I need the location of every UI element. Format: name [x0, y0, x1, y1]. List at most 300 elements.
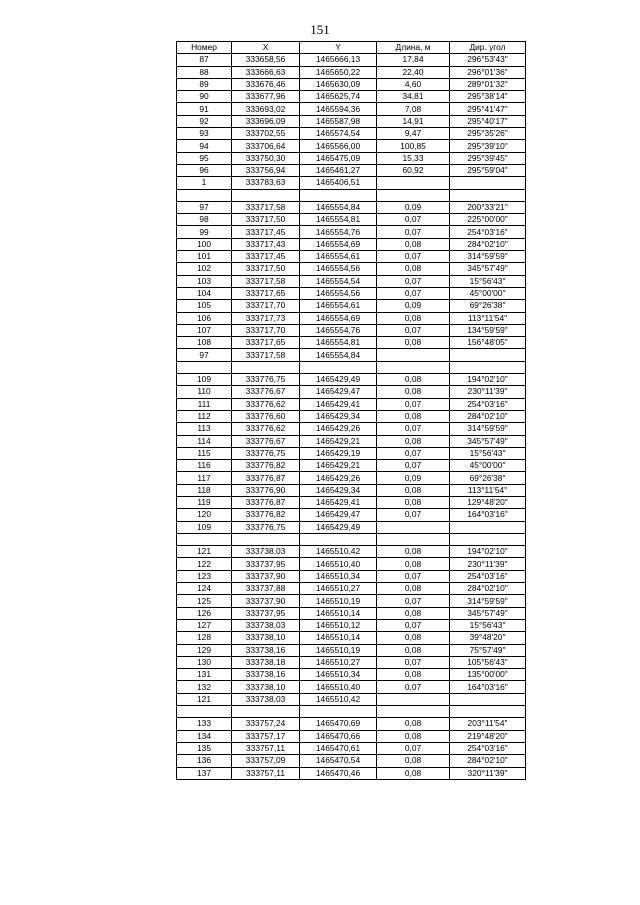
direction-angle-cell: 314°59'59": [450, 423, 526, 435]
table-row: [177, 423, 526, 435]
point-number-cell: 121: [177, 546, 232, 558]
direction-angle-cell: 194°02'10": [450, 546, 526, 558]
x-coordinate-cell: 333717,50: [232, 214, 300, 226]
direction-angle-cell: 254°03'16": [450, 226, 526, 238]
table-row: [177, 644, 526, 656]
y-coordinate-cell: 1465510,34: [300, 570, 377, 582]
direction-angle-cell: 45°00'00": [450, 460, 526, 472]
length-cell: 17,84: [377, 54, 450, 66]
length-cell: 0,08: [377, 410, 450, 422]
length-cell: 0,08: [377, 755, 450, 767]
table-row: [177, 312, 526, 324]
point-number-cell: [177, 706, 232, 718]
point-number-cell: 122: [177, 558, 232, 570]
point-number-cell: 114: [177, 435, 232, 447]
y-coordinate-cell: 1465429,21: [300, 460, 377, 472]
y-coordinate-cell: 1465666,13: [300, 54, 377, 66]
length-cell: 0,08: [377, 374, 450, 386]
y-coordinate-cell: 1465461,27: [300, 164, 377, 176]
y-coordinate-cell: 1465625,74: [300, 91, 377, 103]
point-number-cell: 90: [177, 91, 232, 103]
direction-angle-cell: 200°33'21": [450, 201, 526, 213]
point-number-cell: 87: [177, 54, 232, 66]
length-cell: 0,08: [377, 484, 450, 496]
table-row: [177, 583, 526, 595]
x-coordinate-cell: 333717,70: [232, 300, 300, 312]
y-coordinate-cell: 1465510,40: [300, 558, 377, 570]
direction-angle-cell: 164°03'16": [450, 509, 526, 521]
table-row: [177, 226, 526, 238]
point-number-cell: 107: [177, 324, 232, 336]
point-number-cell: 97: [177, 349, 232, 361]
direction-angle-cell: 314°59'59": [450, 595, 526, 607]
table-row: [177, 656, 526, 668]
length-cell: 9,47: [377, 128, 450, 140]
y-coordinate-cell: 1465470,66: [300, 730, 377, 742]
x-coordinate-cell: 333666,63: [232, 66, 300, 78]
point-number-cell: 106: [177, 312, 232, 324]
length-cell: 0,07: [377, 287, 450, 299]
point-number-cell: 91: [177, 103, 232, 115]
point-number-cell: [177, 189, 232, 201]
direction-angle-cell: 230°11'39": [450, 558, 526, 570]
x-coordinate-cell: 333776,87: [232, 496, 300, 508]
direction-angle-cell: [450, 189, 526, 201]
direction-angle-cell: [450, 361, 526, 373]
direction-angle-cell: 129°48'20": [450, 496, 526, 508]
header-number: Номер: [177, 42, 232, 54]
direction-angle-cell: 254°03'16": [450, 570, 526, 582]
direction-angle-cell: 225°00'00": [450, 214, 526, 226]
x-coordinate-cell: 333717,43: [232, 238, 300, 250]
length-cell: 0,08: [377, 238, 450, 250]
point-number-cell: 104: [177, 287, 232, 299]
length-cell: 0,07: [377, 619, 450, 631]
point-number-cell: 100: [177, 238, 232, 250]
y-coordinate-cell: 1465554,84: [300, 201, 377, 213]
table-row: [177, 361, 526, 373]
direction-angle-cell: 113°11'54": [450, 484, 526, 496]
table-row: [177, 669, 526, 681]
x-coordinate-cell: 333757,24: [232, 718, 300, 730]
length-cell: [377, 361, 450, 373]
table-row: [177, 742, 526, 754]
x-coordinate-cell: 333693,02: [232, 103, 300, 115]
x-coordinate-cell: 333738,10: [232, 632, 300, 644]
point-number-cell: 109: [177, 374, 232, 386]
x-coordinate-cell: 333706,64: [232, 140, 300, 152]
length-cell: 0,09: [377, 300, 450, 312]
point-number-cell: 103: [177, 275, 232, 287]
y-coordinate-cell: 1465510,34: [300, 669, 377, 681]
length-cell: 0,09: [377, 201, 450, 213]
direction-angle-cell: 295°41'47": [450, 103, 526, 115]
x-coordinate-cell: 333717,58: [232, 349, 300, 361]
point-number-cell: 96: [177, 164, 232, 176]
length-cell: 0,08: [377, 583, 450, 595]
y-coordinate-cell: 1465554,69: [300, 238, 377, 250]
y-coordinate-cell: 1465429,34: [300, 410, 377, 422]
x-coordinate-cell: 333756,94: [232, 164, 300, 176]
x-coordinate-cell: 333738,16: [232, 644, 300, 656]
y-coordinate-cell: 1465475,09: [300, 152, 377, 164]
y-coordinate-cell: 1465470,69: [300, 718, 377, 730]
table-row: [177, 533, 526, 545]
point-number-cell: 97: [177, 201, 232, 213]
direction-angle-cell: 314°59'59": [450, 251, 526, 263]
y-coordinate-cell: 1465554,81: [300, 337, 377, 349]
point-number-cell: [177, 361, 232, 373]
direction-angle-cell: 295°38'14": [450, 91, 526, 103]
table-row: [177, 607, 526, 619]
x-coordinate-cell: 333717,65: [232, 287, 300, 299]
x-coordinate-cell: 333776,75: [232, 447, 300, 459]
x-coordinate-cell: 333738,03: [232, 693, 300, 705]
point-number-cell: 134: [177, 730, 232, 742]
x-coordinate-cell: [232, 706, 300, 718]
point-number-cell: 110: [177, 386, 232, 398]
x-coordinate-cell: 333738,18: [232, 656, 300, 668]
table-row: [177, 152, 526, 164]
table-body: [177, 54, 526, 780]
length-cell: 0,09: [377, 472, 450, 484]
x-coordinate-cell: 333776,87: [232, 472, 300, 484]
length-cell: 0,07: [377, 681, 450, 693]
y-coordinate-cell: 1465429,47: [300, 386, 377, 398]
header-y: Y: [300, 42, 377, 54]
point-number-cell: 117: [177, 472, 232, 484]
y-coordinate-cell: 1465650,22: [300, 66, 377, 78]
x-coordinate-cell: 333776,60: [232, 410, 300, 422]
table-row: [177, 78, 526, 90]
x-coordinate-cell: 333757,11: [232, 767, 300, 779]
length-cell: 15,33: [377, 152, 450, 164]
point-number-cell: 102: [177, 263, 232, 275]
point-number-cell: 130: [177, 656, 232, 668]
direction-angle-cell: [450, 533, 526, 545]
length-cell: [377, 177, 450, 189]
x-coordinate-cell: 333738,16: [232, 669, 300, 681]
direction-angle-cell: 295°39'10": [450, 140, 526, 152]
table-row: [177, 374, 526, 386]
direction-angle-cell: 134°59'59": [450, 324, 526, 336]
table-row: [177, 164, 526, 176]
y-coordinate-cell: 1465510,14: [300, 632, 377, 644]
point-number-cell: 132: [177, 681, 232, 693]
x-coordinate-cell: 333696,09: [232, 115, 300, 127]
y-coordinate-cell: 1465510,42: [300, 693, 377, 705]
table-row: [177, 177, 526, 189]
length-cell: 7,08: [377, 103, 450, 115]
length-cell: 0,08: [377, 730, 450, 742]
point-number-cell: 121: [177, 693, 232, 705]
x-coordinate-cell: 333717,73: [232, 312, 300, 324]
length-cell: [377, 706, 450, 718]
point-number-cell: 112: [177, 410, 232, 422]
y-coordinate-cell: [300, 533, 377, 545]
direction-angle-cell: [450, 177, 526, 189]
direction-angle-cell: 230°11'39": [450, 386, 526, 398]
direction-angle-cell: 113°11'54": [450, 312, 526, 324]
x-coordinate-cell: 333776,62: [232, 423, 300, 435]
x-coordinate-cell: [232, 361, 300, 373]
point-number-cell: 126: [177, 607, 232, 619]
direction-angle-cell: 69°26'38": [450, 300, 526, 312]
length-cell: 0,08: [377, 669, 450, 681]
x-coordinate-cell: 333738,03: [232, 546, 300, 558]
x-coordinate-cell: 333717,45: [232, 251, 300, 263]
point-number-cell: 93: [177, 128, 232, 140]
direction-angle-cell: 295°59'04": [450, 164, 526, 176]
point-number-cell: 124: [177, 583, 232, 595]
length-cell: [377, 349, 450, 361]
y-coordinate-cell: 1465470,46: [300, 767, 377, 779]
direction-angle-cell: 203°11'54": [450, 718, 526, 730]
length-cell: [377, 693, 450, 705]
length-cell: 0,08: [377, 558, 450, 570]
y-coordinate-cell: 1465554,61: [300, 251, 377, 263]
y-coordinate-cell: 1465470,61: [300, 742, 377, 754]
y-coordinate-cell: 1465594,36: [300, 103, 377, 115]
point-number-cell: 137: [177, 767, 232, 779]
x-coordinate-cell: 333776,67: [232, 386, 300, 398]
length-cell: 0,08: [377, 337, 450, 349]
table-row: [177, 54, 526, 66]
table-row: [177, 619, 526, 631]
point-number-cell: 129: [177, 644, 232, 656]
direction-angle-cell: 15°56'43": [450, 619, 526, 631]
direction-angle-cell: 254°03'16": [450, 398, 526, 410]
table-row: [177, 386, 526, 398]
y-coordinate-cell: 1465429,26: [300, 472, 377, 484]
table-row: [177, 767, 526, 779]
table-row: [177, 632, 526, 644]
direction-angle-cell: 15°56'43": [450, 447, 526, 459]
direction-angle-cell: [450, 706, 526, 718]
direction-angle-cell: 164°03'16": [450, 681, 526, 693]
direction-angle-cell: 295°40'17": [450, 115, 526, 127]
table-row: [177, 595, 526, 607]
x-coordinate-cell: 333738,10: [232, 681, 300, 693]
table-header-row: [177, 42, 526, 54]
x-coordinate-cell: 333783,63: [232, 177, 300, 189]
length-cell: 22,40: [377, 66, 450, 78]
y-coordinate-cell: 1465429,26: [300, 423, 377, 435]
y-coordinate-cell: 1465510,14: [300, 607, 377, 619]
length-cell: 0,07: [377, 595, 450, 607]
table-row: [177, 251, 526, 263]
y-coordinate-cell: 1465574,54: [300, 128, 377, 140]
direction-angle-cell: 295°39'45": [450, 152, 526, 164]
table-row: [177, 509, 526, 521]
direction-angle-cell: [450, 349, 526, 361]
table-row: [177, 398, 526, 410]
point-number-cell: 116: [177, 460, 232, 472]
direction-angle-cell: 75°57'49": [450, 644, 526, 656]
length-cell: 100,85: [377, 140, 450, 152]
point-number-cell: 136: [177, 755, 232, 767]
point-number-cell: [177, 533, 232, 545]
table-row: [177, 521, 526, 533]
y-coordinate-cell: 1465429,49: [300, 374, 377, 386]
length-cell: 14,91: [377, 115, 450, 127]
y-coordinate-cell: 1465510,19: [300, 595, 377, 607]
table-row: [177, 238, 526, 250]
point-number-cell: 115: [177, 447, 232, 459]
x-coordinate-cell: 333776,75: [232, 374, 300, 386]
y-coordinate-cell: 1465554,56: [300, 263, 377, 275]
table-row: [177, 558, 526, 570]
y-coordinate-cell: [300, 361, 377, 373]
y-coordinate-cell: 1465406,51: [300, 177, 377, 189]
x-coordinate-cell: 333676,46: [232, 78, 300, 90]
direction-angle-cell: 284°02'10": [450, 755, 526, 767]
table-row: [177, 681, 526, 693]
length-cell: 0,07: [377, 251, 450, 263]
length-cell: 0,07: [377, 423, 450, 435]
table-row: [177, 337, 526, 349]
y-coordinate-cell: 1465554,56: [300, 287, 377, 299]
x-coordinate-cell: 333738,03: [232, 619, 300, 631]
table-row: [177, 484, 526, 496]
length-cell: 0,08: [377, 386, 450, 398]
x-coordinate-cell: 333750,30: [232, 152, 300, 164]
table-row: [177, 189, 526, 201]
y-coordinate-cell: 1465510,27: [300, 656, 377, 668]
direction-angle-cell: 39°48'20": [450, 632, 526, 644]
direction-angle-cell: 345°57'49": [450, 607, 526, 619]
point-number-cell: 128: [177, 632, 232, 644]
x-coordinate-cell: 333757,09: [232, 755, 300, 767]
direction-angle-cell: 219°48'20": [450, 730, 526, 742]
x-coordinate-cell: 333717,50: [232, 263, 300, 275]
table-row: [177, 115, 526, 127]
point-number-cell: 94: [177, 140, 232, 152]
y-coordinate-cell: 1465554,76: [300, 226, 377, 238]
point-number-cell: 119: [177, 496, 232, 508]
table-row: [177, 447, 526, 459]
direction-angle-cell: 289°01'32": [450, 78, 526, 90]
point-number-cell: 123: [177, 570, 232, 582]
point-number-cell: 105: [177, 300, 232, 312]
point-number-cell: 133: [177, 718, 232, 730]
y-coordinate-cell: [300, 706, 377, 718]
y-coordinate-cell: 1465587,98: [300, 115, 377, 127]
table-row: [177, 435, 526, 447]
y-coordinate-cell: 1465429,47: [300, 509, 377, 521]
x-coordinate-cell: 333737,95: [232, 607, 300, 619]
length-cell: 0,08: [377, 435, 450, 447]
table-row: [177, 410, 526, 422]
x-coordinate-cell: 333677,96: [232, 91, 300, 103]
x-coordinate-cell: 333717,70: [232, 324, 300, 336]
table-row: [177, 496, 526, 508]
y-coordinate-cell: 1465429,49: [300, 521, 377, 533]
direction-angle-cell: [450, 521, 526, 533]
direction-angle-cell: 105°56'43": [450, 656, 526, 668]
point-number-cell: 135: [177, 742, 232, 754]
direction-angle-cell: 284°02'10": [450, 410, 526, 422]
x-coordinate-cell: 333776,90: [232, 484, 300, 496]
x-coordinate-cell: 333702,55: [232, 128, 300, 140]
length-cell: 0,07: [377, 324, 450, 336]
x-coordinate-cell: 333757,17: [232, 730, 300, 742]
length-cell: 0,07: [377, 570, 450, 582]
length-cell: 0,08: [377, 263, 450, 275]
length-cell: 60,92: [377, 164, 450, 176]
x-coordinate-cell: 333737,90: [232, 595, 300, 607]
length-cell: 0,08: [377, 546, 450, 558]
length-cell: [377, 521, 450, 533]
direction-angle-cell: 295°35'26": [450, 128, 526, 140]
table-row: [177, 103, 526, 115]
direction-angle-cell: 345°57'49": [450, 435, 526, 447]
table-row: [177, 324, 526, 336]
length-cell: [377, 533, 450, 545]
table-row: [177, 128, 526, 140]
y-coordinate-cell: 1465630,09: [300, 78, 377, 90]
direction-angle-cell: 345°57'49": [450, 263, 526, 275]
direction-angle-cell: 296°53'43": [450, 54, 526, 66]
coordinates-table: [176, 41, 526, 780]
y-coordinate-cell: 1465510,42: [300, 546, 377, 558]
point-number-cell: 98: [177, 214, 232, 226]
direction-angle-cell: 69°26'38": [450, 472, 526, 484]
length-cell: 0,08: [377, 607, 450, 619]
point-number-cell: 113: [177, 423, 232, 435]
y-coordinate-cell: 1465510,40: [300, 681, 377, 693]
y-coordinate-cell: 1465554,54: [300, 275, 377, 287]
table-row: [177, 706, 526, 718]
direction-angle-cell: 320°11'39": [450, 767, 526, 779]
x-coordinate-cell: 333776,82: [232, 460, 300, 472]
point-number-cell: 101: [177, 251, 232, 263]
x-coordinate-cell: 333717,58: [232, 201, 300, 213]
header-length: Длина, м: [377, 42, 450, 54]
point-number-cell: 118: [177, 484, 232, 496]
y-coordinate-cell: 1465510,12: [300, 619, 377, 631]
point-number-cell: 111: [177, 398, 232, 410]
y-coordinate-cell: 1465554,61: [300, 300, 377, 312]
point-number-cell: 88: [177, 66, 232, 78]
table-row: [177, 201, 526, 213]
table-row: [177, 91, 526, 103]
direction-angle-cell: 284°02'10": [450, 238, 526, 250]
direction-angle-cell: 15°56'43": [450, 275, 526, 287]
table-row: [177, 546, 526, 558]
point-number-cell: 1: [177, 177, 232, 189]
y-coordinate-cell: 1465429,41: [300, 496, 377, 508]
length-cell: 0,08: [377, 312, 450, 324]
x-coordinate-cell: 333717,45: [232, 226, 300, 238]
length-cell: 4,60: [377, 78, 450, 90]
length-cell: 0,07: [377, 214, 450, 226]
length-cell: 0,08: [377, 718, 450, 730]
x-coordinate-cell: 333717,65: [232, 337, 300, 349]
table-row: [177, 460, 526, 472]
x-coordinate-cell: 333776,67: [232, 435, 300, 447]
x-coordinate-cell: [232, 533, 300, 545]
x-coordinate-cell: 333658,56: [232, 54, 300, 66]
point-number-cell: 89: [177, 78, 232, 90]
length-cell: 0,07: [377, 447, 450, 459]
length-cell: 0,07: [377, 509, 450, 521]
x-coordinate-cell: 333776,62: [232, 398, 300, 410]
y-coordinate-cell: 1465554,81: [300, 214, 377, 226]
table-row: [177, 349, 526, 361]
direction-angle-cell: 296°01'36": [450, 66, 526, 78]
table-row: [177, 275, 526, 287]
